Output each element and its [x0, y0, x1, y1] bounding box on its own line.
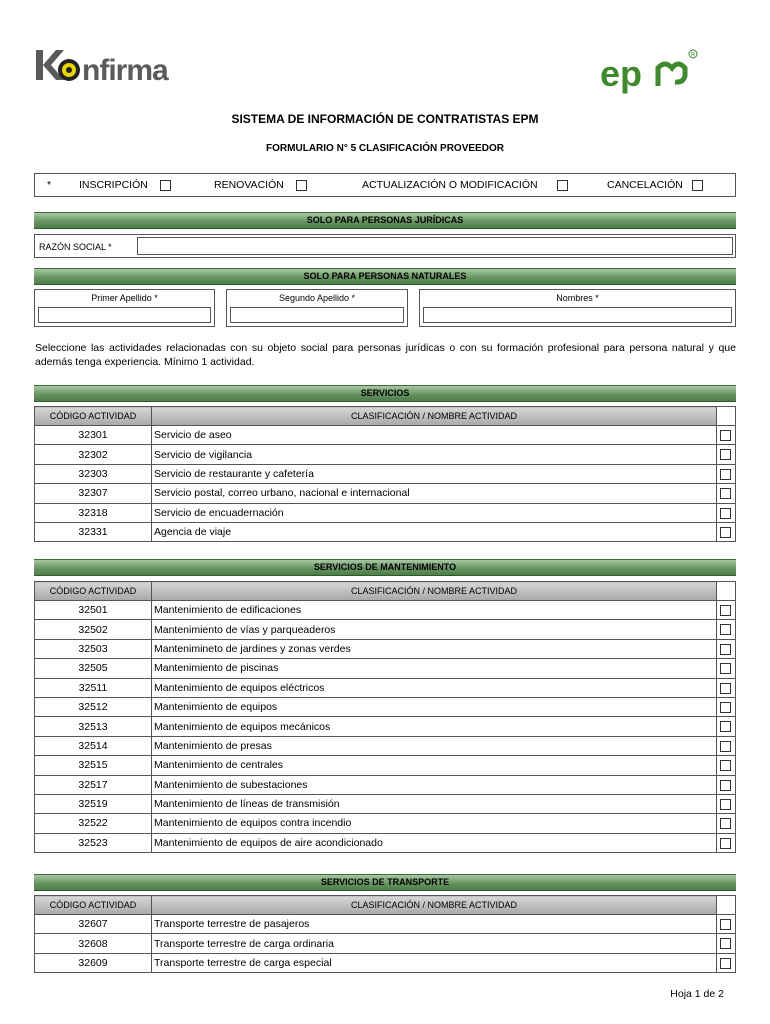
- code-column-header: CÓDIGO ACTIVIDAD: [35, 407, 152, 426]
- activity-name: Mantenimiento de presas: [152, 736, 717, 755]
- table-row: [35, 678, 736, 697]
- actualizacion-label: ACTUALIZACIÓN O MODIFICACIÓN: [362, 179, 538, 191]
- activity-checkbox[interactable]: [720, 430, 731, 441]
- activity-checkbox[interactable]: [720, 780, 731, 791]
- activity-checkbox[interactable]: [720, 488, 731, 499]
- activity-cell: [717, 659, 736, 678]
- name-column-header: CLASIFICACIÓN / NOMBRE ACTIVIDAD: [152, 582, 717, 601]
- activity-code: 32303: [35, 464, 152, 483]
- activity-name: Servicio de encuadernación: [152, 503, 717, 522]
- required-asterisk: *: [47, 179, 52, 191]
- activity-cell: [717, 814, 736, 833]
- nombres-label: Nombres *: [556, 293, 599, 303]
- activity-code: 32307: [35, 484, 152, 503]
- name-column-header: CLASIFICACIÓN / NOMBRE ACTIVIDAD: [152, 407, 717, 426]
- select-column-header: [717, 582, 736, 601]
- activity-cell: [717, 678, 736, 697]
- activity-checkbox[interactable]: [720, 938, 731, 949]
- activity-code: 32517: [35, 775, 152, 794]
- table-row: [35, 503, 736, 522]
- activity-name: Servicio de vigilancia: [152, 445, 717, 464]
- table-row: [35, 522, 736, 541]
- activity-checkbox[interactable]: [720, 469, 731, 480]
- table-header-row: [35, 896, 736, 915]
- section-band-transporte: SERVICIOS DE TRANSPORTE: [34, 874, 736, 891]
- activity-cell: [717, 775, 736, 794]
- activity-code: 32607: [35, 915, 152, 934]
- table-row: [35, 814, 736, 833]
- page-number: Hoja 1 de 2: [670, 988, 724, 1000]
- activity-checkbox[interactable]: [720, 741, 731, 752]
- activity-cell: [717, 445, 736, 464]
- activity-name: Mantenimiento de edificaciones: [152, 601, 717, 620]
- activity-code: 32609: [35, 953, 152, 972]
- activity-code: 32505: [35, 659, 152, 678]
- actualizacion-checkbox[interactable]: [557, 180, 568, 191]
- naturales-band: SOLO PARA PERSONAS NATURALES: [34, 268, 736, 285]
- activity-cell: [717, 484, 736, 503]
- activity-cell: [717, 620, 736, 639]
- activity-name: Transporte terrestre de pasajeros: [152, 915, 717, 934]
- primer-apellido-box: [34, 289, 215, 327]
- epm-logo: [600, 46, 700, 96]
- activity-name: Servicio de aseo: [152, 426, 717, 445]
- activity-name: Mantenimiento de equipos: [152, 697, 717, 716]
- activity-checkbox[interactable]: [720, 449, 731, 460]
- table-row: [35, 426, 736, 445]
- activity-cell: [717, 915, 736, 934]
- activity-name: Servicio de restaurante y cafetería: [152, 464, 717, 483]
- svg-text:R: R: [691, 52, 696, 59]
- activity-name: Mantenimiento de vías y parqueaderos: [152, 620, 717, 639]
- table-row: [35, 464, 736, 483]
- activity-cell: [717, 736, 736, 755]
- razon-social-row: [34, 234, 736, 258]
- activity-table-servicios: [34, 406, 736, 542]
- section-band-servicios: SERVICIOS: [34, 385, 736, 402]
- activity-name: Mantenimineto de jardines y zonas verdes: [152, 639, 717, 658]
- activity-checkbox[interactable]: [720, 721, 731, 732]
- activity-code: 32519: [35, 794, 152, 813]
- activity-checkbox[interactable]: [720, 663, 731, 674]
- activity-cell: [717, 503, 736, 522]
- activity-code: 32608: [35, 934, 152, 953]
- activity-code: 32512: [35, 697, 152, 716]
- activity-cell: [717, 601, 736, 620]
- form-title: FORMULARIO N° 5 CLASIFICACIÓN PROVEEDOR: [266, 143, 504, 154]
- table-row: [35, 659, 736, 678]
- table-row: [35, 697, 736, 716]
- renovacion-label: RENOVACIÓN: [214, 179, 284, 191]
- activity-code: 32513: [35, 717, 152, 736]
- code-column-header: CÓDIGO ACTIVIDAD: [35, 582, 152, 601]
- activity-cell: [717, 756, 736, 775]
- select-column-header: [717, 407, 736, 426]
- table-row: [35, 934, 736, 953]
- table-row: [35, 736, 736, 755]
- activity-name: Agencia de viaje: [152, 522, 717, 541]
- activity-code: 32511: [35, 678, 152, 697]
- svg-text:nfirma: nfirma: [82, 54, 168, 84]
- activity-table-transporte: [34, 895, 736, 973]
- primer-apellido-label: Primer Apellido *: [91, 293, 158, 303]
- activity-checkbox[interactable]: [720, 838, 731, 849]
- activity-checkbox[interactable]: [720, 508, 731, 519]
- activity-checkbox[interactable]: [720, 760, 731, 771]
- table-row: [35, 833, 736, 852]
- activity-checkbox[interactable]: [720, 683, 731, 694]
- table-row: [35, 717, 736, 736]
- activity-name: Mantenimiento de centrales: [152, 756, 717, 775]
- konfirma-logo: [36, 46, 186, 84]
- table-row: [35, 484, 736, 503]
- activity-code: 32523: [35, 833, 152, 852]
- activity-code: 32301: [35, 426, 152, 445]
- activity-checkbox[interactable]: [720, 958, 731, 969]
- activity-cell: [717, 833, 736, 852]
- activity-code: 32514: [35, 736, 152, 755]
- activity-checkbox[interactable]: [720, 702, 731, 713]
- activity-checkbox[interactable]: [720, 624, 731, 635]
- activity-name: Mantenimiento de equipos contra incendio: [152, 814, 717, 833]
- activity-name: Mantenimiento de equipos mecánicos: [152, 717, 717, 736]
- renovacion-checkbox[interactable]: [296, 180, 307, 191]
- activity-cell: [717, 639, 736, 658]
- activity-checkbox[interactable]: [720, 644, 731, 655]
- cancelacion-label: CANCELACIÓN: [607, 179, 683, 191]
- name-column-header: CLASIFICACIÓN / NOMBRE ACTIVIDAD: [152, 896, 717, 915]
- activity-name: Mantenimiento de líneas de transmisión: [152, 794, 717, 813]
- table-row: [35, 445, 736, 464]
- activity-cell: [717, 794, 736, 813]
- table-row: [35, 756, 736, 775]
- nombres-box: [419, 289, 736, 327]
- razon-social-label: RAZÓN SOCIAL *: [39, 242, 112, 252]
- activity-checkbox[interactable]: [720, 919, 731, 930]
- table-row: [35, 639, 736, 658]
- activity-code: 32502: [35, 620, 152, 639]
- activity-name: Mantenimiento de equipos eléctricos: [152, 678, 717, 697]
- activity-cell: [717, 464, 736, 483]
- segundo-apellido-box: [226, 289, 408, 327]
- segundo-apellido-input[interactable]: [230, 307, 404, 323]
- code-column-header: CÓDIGO ACTIVIDAD: [35, 896, 152, 915]
- inscripcion-label: INSCRIPCIÓN: [79, 179, 148, 191]
- cancelacion-checkbox[interactable]: [692, 180, 703, 191]
- razon-social-input[interactable]: [137, 237, 733, 255]
- activity-code: 32501: [35, 601, 152, 620]
- activity-name: Mantenimiento de equipos de aire acondicionado: [152, 833, 717, 852]
- inscripcion-checkbox[interactable]: [160, 180, 171, 191]
- table-row: [35, 601, 736, 620]
- activity-checkbox[interactable]: [720, 799, 731, 810]
- activity-cell: [717, 522, 736, 541]
- activity-code: 32522: [35, 814, 152, 833]
- segundo-apellido-label: Segundo Apellido *: [278, 293, 356, 303]
- instruction-text: Seleccione las actividades relacionadas con su objeto social para personas jurídicas o con su formación profesional para persona natural y que además tenga experiencia. Mínimo 1 actividad.: [35, 342, 736, 368]
- activity-checkbox[interactable]: [720, 527, 731, 538]
- document-title: SISTEMA DE INFORMACIÓN DE CONTRATISTAS EPM: [231, 112, 539, 126]
- table-row: [35, 953, 736, 972]
- nombres-input[interactable]: [423, 307, 732, 323]
- juridicas-band: SOLO PARA PERSONAS JURÍDICAS: [34, 212, 736, 229]
- activity-cell: [717, 934, 736, 953]
- activity-cell: [717, 717, 736, 736]
- primer-apellido-input[interactable]: [38, 307, 211, 323]
- select-column-header: [717, 896, 736, 915]
- activity-checkbox[interactable]: [720, 605, 731, 616]
- section-band-mantenimiento: SERVICIOS DE MANTENIMIENTO: [34, 559, 736, 576]
- activity-name: Mantenimiento de subestaciones: [152, 775, 717, 794]
- table-header-row: [35, 582, 736, 601]
- table-row: [35, 915, 736, 934]
- activity-code: 32331: [35, 522, 152, 541]
- activity-cell: [717, 953, 736, 972]
- table-row: [35, 775, 736, 794]
- svg-text:ep: ep: [600, 53, 643, 94]
- table-row: [35, 620, 736, 639]
- activity-code: 32318: [35, 503, 152, 522]
- activity-code: 32302: [35, 445, 152, 464]
- activity-code: 32503: [35, 639, 152, 658]
- request-type-row: [34, 173, 736, 197]
- activity-table-mantenimiento: [34, 581, 736, 853]
- activity-cell: [717, 426, 736, 445]
- table-header-row: [35, 407, 736, 426]
- activity-cell: [717, 697, 736, 716]
- activity-name: Servicio postal, correo urbano, nacional e internacional: [152, 484, 717, 503]
- activity-checkbox[interactable]: [720, 818, 731, 829]
- activity-name: Transporte terrestre de carga ordinaria: [152, 934, 717, 953]
- activity-code: 32515: [35, 756, 152, 775]
- activity-name: Mantenimiento de piscinas: [152, 659, 717, 678]
- activity-name: Transporte terrestre de carga especial: [152, 953, 717, 972]
- table-row: [35, 794, 736, 813]
